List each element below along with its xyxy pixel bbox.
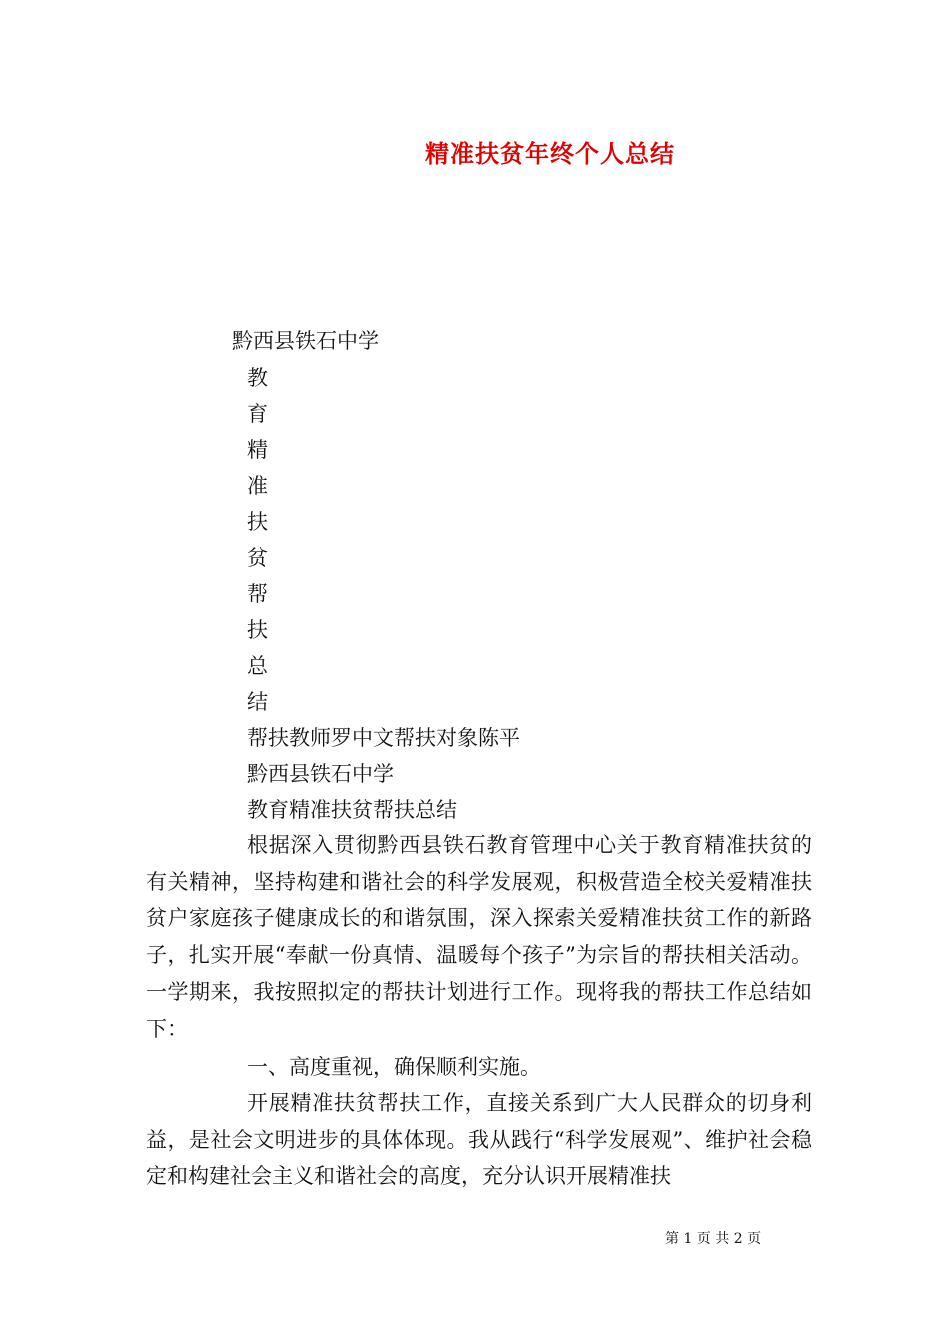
document-subtitle: 教育精准扶贫帮扶总结 [247, 798, 457, 822]
vertical-char: 精 [247, 438, 268, 462]
school-line-2: 黔西县铁石中学 [247, 762, 394, 786]
vertical-char: 扶 [247, 618, 268, 642]
vertical-char: 结 [247, 690, 268, 714]
vertical-char: 育 [247, 402, 268, 426]
paragraph-2: 开展精准扶贫帮扶工作，直接关系到广大人民群众的切身利益，是社会文明进步的具体体现。我从践行“科学发展观”、维护社会稳定和构建社会主义和谐社会的高度，充分认识开展精准扶 [146, 1091, 812, 1189]
document-title: 精准扶贫年终个人总结 [425, 140, 675, 168]
vertical-char: 扶 [247, 510, 268, 534]
teacher-line: 帮扶教师罗中文帮扶对象陈平 [247, 726, 520, 750]
vertical-char: 帮 [247, 582, 268, 606]
vertical-char: 总 [247, 654, 268, 678]
school-line: 黔西县铁石中学 [232, 329, 379, 353]
vertical-char: 教 [247, 366, 268, 390]
paragraph-1: 根据深入贯彻黔西县铁石教育管理中心关于教育精准扶贫的有关精神，坚持构建和谐社会的科学发展观，积极营造全校关爱精准扶贫户家庭孩子健康成长的和谐氛围，深入探索关爱精准扶贫工作的新路子，扎实开展“奉献一份真情、温暖每个孩子”为宗旨的帮扶相关活动。一学期来，我按照拟定的帮扶计划进行工作。现将我的帮扶工作总结如下： [146, 833, 812, 1041]
page-number-footer: 第 1 页 共 2 页 [665, 1231, 762, 1247]
vertical-char: 贫 [247, 546, 268, 570]
vertical-char: 准 [247, 474, 268, 498]
section-1-heading: 一、高度重视，确保顺利实施。 [247, 1055, 541, 1079]
